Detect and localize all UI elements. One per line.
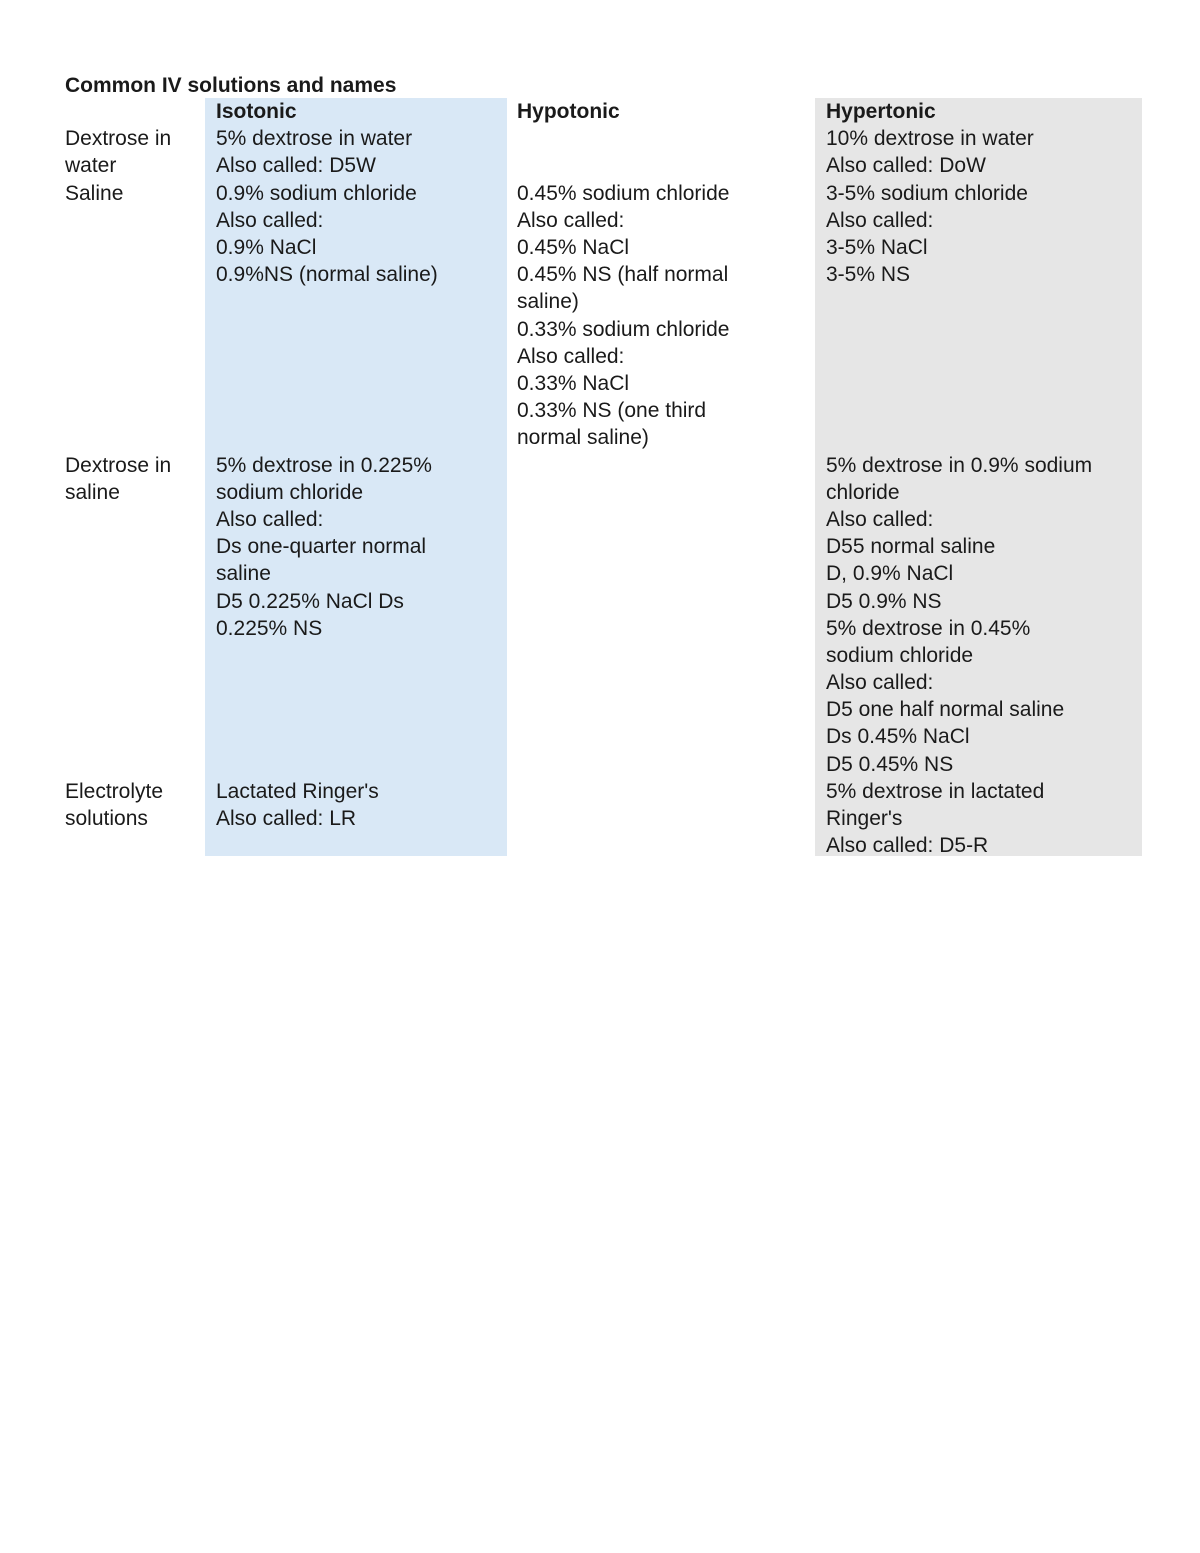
cell-line: Ds 0.45% NaCl [826, 725, 970, 749]
cell-line: D5 0.225% NaCl Ds [216, 589, 404, 613]
cell-line: water [65, 154, 117, 178]
cell-line: 5% dextrose in 0.9% sodium [826, 453, 1093, 477]
isotonic-header: Isotonic [216, 100, 297, 123]
hypertonic-header: Hypertonic [826, 100, 936, 123]
cell-line: Also called: [517, 208, 625, 232]
cell-line: 0.33% NS (one third [517, 399, 707, 423]
cell-line: Also called: D5W [216, 154, 376, 178]
cell-line: saline [216, 562, 271, 586]
cell-line: 3-5% sodium chloride [826, 181, 1028, 205]
isotonic-saline [216, 180, 501, 452]
cell-line: D5 0.45% NS [826, 752, 954, 776]
hypotonic-header: Hypotonic [517, 100, 620, 123]
hypotonic-electrolyte-solutions [517, 778, 807, 860]
cell-line: D5 one half normal saline [826, 698, 1065, 722]
cell-line: 0.33% sodium chloride [517, 317, 730, 341]
cell-line: Also called: [826, 208, 934, 232]
cell-line: 0.9% NaCl [216, 235, 317, 259]
cell-line: Lactated Ringer's [216, 779, 379, 803]
row-label-electrolyte-solutions [65, 778, 200, 860]
row-label-dextrose-in-saline [65, 452, 200, 778]
cell-line: Also called: D5-R [826, 834, 989, 858]
cell-line: D55 normal saline [826, 535, 996, 559]
cell-line: Ds one-quarter normal [216, 535, 427, 559]
hypotonic-saline [517, 180, 807, 452]
cell-line: 0.45% NaCl [517, 235, 630, 259]
cell-line: Also called: [216, 507, 324, 531]
cell-line: 5% dextrose in water [216, 127, 413, 151]
row-label-column [65, 98, 200, 860]
cell-line: sodium chloride [826, 643, 974, 667]
hypotonic-dextrose-in-water [517, 125, 807, 179]
cell-line: 0.9%NS (normal saline) [216, 263, 438, 287]
isotonic-dextrose-in-water [216, 125, 501, 179]
cell-line: saline [65, 480, 120, 504]
cell-line: 0.225% NS [216, 616, 323, 640]
hypertonic-column [826, 98, 1136, 860]
hypertonic-saline [826, 180, 1136, 452]
cell-line: 0.45% NS (half normal [517, 263, 729, 287]
cell-line: Also called: [826, 507, 934, 531]
row-label-dextrose-in-water [65, 125, 200, 179]
row-label-saline [65, 180, 200, 452]
cell-line: 3-5% NS [826, 263, 911, 287]
hypertonic-dextrose-in-water [826, 125, 1136, 179]
cell-line: D, 0.9% NaCl [826, 562, 954, 586]
cell-line: Dextrose in [65, 127, 172, 151]
cell-line: 10% dextrose in water [826, 127, 1034, 151]
cell-line: D5 0.9% NS [826, 589, 942, 613]
cell-line: normal saline) [517, 426, 649, 450]
cell-line: 5% dextrose in lactated [826, 779, 1045, 803]
hypotonic-dextrose-in-saline [517, 452, 807, 778]
page-title: Common IV solutions and names [65, 74, 397, 97]
cell-line: solutions [65, 807, 148, 831]
cell-line: saline) [517, 290, 579, 314]
cell-line: 5% dextrose in 0.45% [826, 616, 1031, 640]
isotonic-column [216, 98, 501, 860]
cell-line: 5% dextrose in 0.225% [216, 453, 432, 477]
hypertonic-electrolyte-solutions [826, 778, 1136, 860]
cell-line: 3-5% NaCl [826, 235, 928, 259]
cell-line: sodium chloride [216, 480, 364, 504]
cell-line: 0.9% sodium chloride [216, 181, 417, 205]
cell-line: Saline [65, 181, 124, 205]
cell-line: Also called: [517, 344, 625, 368]
cell-line: Also called: [216, 208, 324, 232]
isotonic-electrolyte-solutions [216, 778, 501, 860]
cell-line: Electrolyte [65, 779, 164, 803]
cell-line: 0.45% sodium chloride [517, 181, 730, 205]
cell-line: Also called: LR [216, 807, 357, 831]
cell-line: Dextrose in [65, 453, 172, 477]
cell-line: Also called: DoW [826, 154, 986, 178]
cell-line: Also called: [826, 671, 934, 695]
cell-line: 0.33% NaCl [517, 371, 630, 395]
hypotonic-column [517, 98, 807, 860]
cell-line: chloride [826, 480, 900, 504]
isotonic-dextrose-in-saline [216, 452, 501, 778]
hypertonic-dextrose-in-saline [826, 452, 1136, 778]
cell-line: Ringer's [826, 807, 903, 831]
